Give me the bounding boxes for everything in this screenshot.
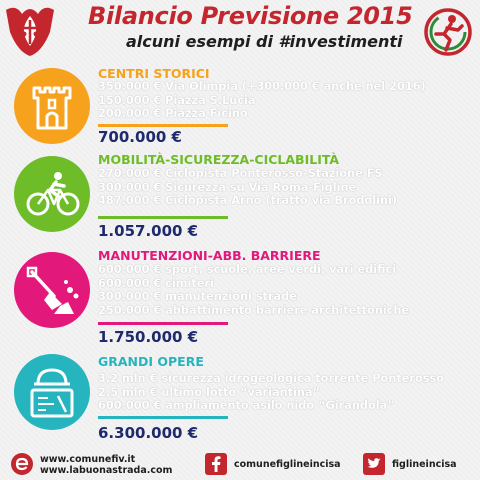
list-item: 150.000 € Piazza S.Lucia (98, 93, 256, 107)
list-item: 2,5 mln € ultimo lotto “variantina” (98, 385, 321, 399)
cyclist-icon (14, 156, 90, 232)
section-title: GRANDI OPERE (98, 354, 204, 369)
section-icon-circle (14, 354, 90, 430)
section-icon-circle (14, 68, 90, 144)
twitter-icon (362, 452, 386, 476)
footer-links (40, 454, 172, 476)
total-underline (98, 416, 228, 419)
list-item: 270.000 € Ciclopista Ponterosso-Stazione FS (98, 167, 383, 180)
list-item: 350.000 € Via Olimpia (+300.000 € anche nel 2016) (98, 80, 426, 93)
section-lines (98, 263, 409, 317)
website-link[interactable]: www.comunefiv.it (40, 454, 136, 465)
section-lines (98, 372, 444, 413)
total-underline (98, 216, 228, 219)
section-manutenzioni (0, 246, 480, 350)
list-item: 300.000 € Sicurezza su Via Roma-Figline (98, 180, 357, 194)
section-icon-circle (14, 252, 90, 328)
section-centri-storici (0, 62, 480, 152)
list-item: 250.000 € abbattimento barriere architettoniche (98, 303, 410, 317)
web-e-icon (10, 452, 34, 476)
total-underline (98, 124, 228, 127)
section-lines (98, 80, 426, 121)
facebook-icon (204, 452, 228, 476)
list-item: 200.000 € Piazza Ficino (98, 107, 248, 120)
section-total: 700.000 € (98, 128, 182, 146)
castle-tower-icon (14, 68, 90, 144)
section-mobilita (0, 150, 480, 246)
list-item: 3,2 mln € sicurezza idrogeologica torrente Ponterosso (98, 372, 444, 385)
list-item: 600.000 € cimiteri (98, 276, 214, 290)
facebook-handle[interactable]: comunefiglineincisa (234, 459, 341, 470)
section-title: MOBILITÀ-SICUREZZA-CICLABILITÀ (98, 152, 340, 167)
header (0, 0, 480, 62)
section-total: 1.750.000 € (98, 328, 199, 346)
list-item: 487.000 € Ciclopista Arno (tratto via Brodolini) (98, 194, 398, 207)
section-title: MANUTENZIONI-ABB. BARRIERE (98, 248, 321, 263)
page-title: Bilancio Previsione 2015 (88, 2, 413, 30)
page-subtitle: alcuni esempi di #investimenti (126, 32, 403, 51)
total-underline (98, 322, 228, 325)
section-total: 6.300.000 € (98, 424, 199, 442)
section-icon-circle (14, 156, 90, 232)
section-grandi-opere (0, 350, 480, 448)
footer (0, 448, 480, 480)
municipal-crest-icon (2, 2, 58, 58)
running-figure-logo-icon (422, 6, 474, 58)
list-item: 600.000 € sport, scuole, aree verdi, vari edifici (98, 263, 397, 276)
section-title: CENTRI STORICI (98, 66, 210, 81)
construction-worker-icon (14, 354, 90, 430)
section-lines (98, 167, 397, 208)
shovel-icon (14, 252, 90, 328)
list-item: 300.000 € manutenzioni strade (98, 290, 297, 303)
section-total: 1.057.000 € (98, 222, 199, 240)
twitter-handle[interactable]: figlineincisa (392, 459, 457, 470)
list-item: 600.000 € ampliamento asilo nido “Girandola” (98, 399, 395, 412)
website-link[interactable]: www.labuonastrada.com (40, 465, 173, 476)
